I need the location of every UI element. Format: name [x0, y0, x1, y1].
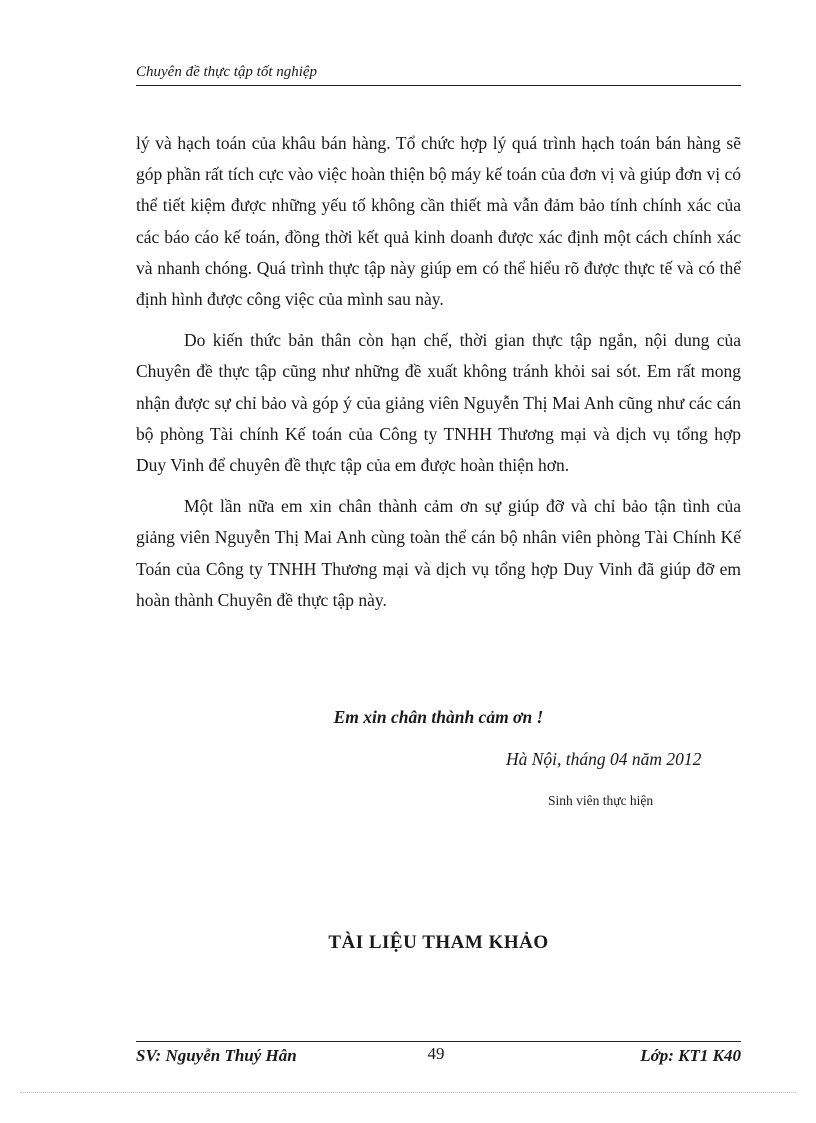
body-text: [136, 128, 741, 626]
page-header: [136, 64, 741, 86]
page-bottom-divider: [20, 1092, 796, 1093]
footer-class: Lớp: KT1 K40: [640, 1046, 741, 1065]
signer-label: Sinh viên thực hiện: [548, 793, 654, 808]
paragraph-1: lý và hạch toán của khâu bán hàng. Tổ chức hợp lý quá trình hạch toán bán hàng sẽ góp phần rất tích cực vào việc hoàn thiện bộ máy kế toán của đơn vị và giúp đơn vị có thể tiết kiệm được những yếu tố không cần thiết mà vẫn đảm bảo tính chính xác của các báo cáo kế toán, đồng thời kết quả kinh doanh được xác định một cách chính xác và nhanh chóng. Quá trình thực tập này giúp em có thể hiểu rõ được thực tế và có thể định hình được công việc của mình sau này.: [136, 133, 741, 310]
footer-student: SV: Nguyễn Thuý Hân: [136, 1046, 297, 1065]
paragraph-3: Một lần nữa em xin chân thành cảm ơn sự giúp đỡ và chỉ bảo tận tình của giảng viên Nguyễn Thị Mai Anh cùng toàn thể cán bộ nhân viên phòng Tài Chính Kế Toán của Công ty TNHH Thương mại và dịch vụ tổng hợp Duy Vinh đã giúp đỡ em hoàn thành Chuyên đề thực tập này.: [136, 496, 741, 610]
page-number: 49: [427, 1044, 445, 1063]
paragraph-2: Do kiến thức bản thân còn hạn chế, thời gian thực tập ngắn, nội dung của Chuyên đề thực tập cũng như những đề xuất không tránh khỏi sai sót. Em rất mong nhận được sự chỉ bảo và góp ý của giảng viên Nguyễn Thị Mai Anh cũng như các cán bộ phòng Tài chính Kế toán của Công ty TNHH Thương mại và dịch vụ tổng hợp Duy Vinh để chuyên đề thực tập của em được hoàn thiện hơn.: [136, 330, 741, 476]
thanks-line: Em xin chân thành cảm ơn !: [333, 707, 544, 727]
page-footer: [136, 1041, 741, 1068]
references-title: TÀI LIỆU THAM KHẢO: [328, 932, 549, 953]
header-title: Chuyên đề thực tập tốt nghiệp: [136, 64, 318, 80]
date-line: Hà Nội, tháng 04 năm 2012: [506, 749, 702, 769]
